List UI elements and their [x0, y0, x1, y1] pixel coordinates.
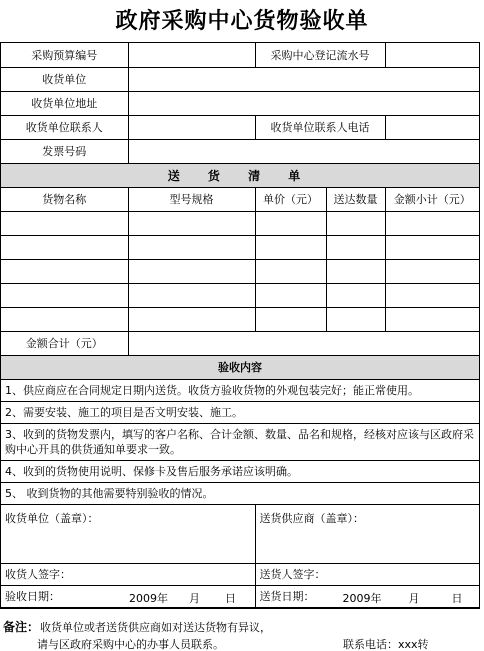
budget-no-field[interactable]	[128, 43, 255, 67]
acceptance-month: 月	[189, 591, 200, 605]
form-title: 政府采购中心货物验收单	[115, 8, 369, 34]
receiver-signature-field[interactable]	[1, 563, 255, 585]
goods-name-cell[interactable]	[1, 283, 128, 307]
goods-name-cell[interactable]	[1, 307, 128, 331]
delivery-day: 日	[451, 591, 463, 605]
receiver-field[interactable]	[128, 67, 479, 91]
model-cell[interactable]	[128, 259, 255, 283]
serial-no-label: 采购中心登记流水号	[255, 43, 385, 67]
supplier-signature-label: 送货人签字：	[259, 568, 326, 581]
acceptance-item-5: 5、 收到货物的其他需要特别验收的情况。	[1, 482, 479, 504]
delivery-section-title: 送 货 清 单	[1, 163, 479, 187]
subtotal-cell[interactable]	[385, 283, 479, 307]
unit-price-cell[interactable]	[255, 235, 326, 259]
header-goods-name: 货物名称	[1, 187, 128, 211]
delivery-date-label: 送货日期：	[259, 590, 315, 603]
header-quantity: 送达数量	[326, 187, 385, 211]
contact-field[interactable]	[128, 115, 255, 139]
acceptance-section-title: 验收内容	[1, 355, 479, 379]
serial-no-field[interactable]	[385, 43, 479, 67]
goods-name-cell[interactable]	[1, 211, 128, 235]
acceptance-item-3: 3、收到的货物发票内，填写的客户名称、合计金额、数量、品名和规格，经核对应该与区政府采购中心开具的供货通知单要求一致。	[1, 423, 479, 460]
unit-price-cell[interactable]	[255, 283, 326, 307]
contact-phone-label: 收货单位联系人电话	[255, 115, 385, 139]
quantity-cell[interactable]	[326, 259, 385, 283]
receiver-seal-field[interactable]	[1, 504, 255, 563]
remarks-line-1: 收货单位或者送货供应商如对送达货物有异议，	[40, 621, 271, 634]
remarks-label: 备注：	[3, 620, 40, 634]
table-row	[1, 235, 479, 259]
quantity-cell[interactable]	[326, 307, 385, 331]
model-cell[interactable]	[128, 211, 255, 235]
acceptance-day: 日	[225, 591, 236, 605]
receiver-signature-label: 收货人签字：	[5, 568, 71, 581]
receiver-label: 收货单位	[1, 67, 128, 91]
acceptance-item-2: 2、需要安装、施工的项目是否文明安装、施工。	[1, 401, 479, 423]
delivery-year: 2009年	[342, 591, 382, 605]
model-cell[interactable]	[128, 235, 255, 259]
receiver-address-field[interactable]	[128, 91, 479, 115]
acceptance-item-4: 4、收到的货物使用说明、保修卡及售后服务承诺应该明确。	[1, 460, 479, 482]
acceptance-date-field[interactable]	[1, 585, 255, 607]
supplier-seal-field[interactable]	[255, 504, 479, 563]
header-unit-price: 单价（元）	[255, 187, 326, 211]
table-row	[1, 259, 479, 283]
budget-no-label: 采购预算编号	[1, 43, 128, 67]
acceptance-form	[0, 42, 480, 609]
subtotal-cell[interactable]	[385, 235, 479, 259]
invoice-field[interactable]	[128, 139, 479, 163]
subtotal-cell[interactable]	[385, 211, 479, 235]
model-cell[interactable]	[128, 307, 255, 331]
table-row	[1, 283, 479, 307]
supplier-signature-field[interactable]	[255, 563, 479, 585]
goods-name-cell[interactable]	[1, 235, 128, 259]
acceptance-year: 2009年	[129, 591, 168, 605]
table-row	[1, 211, 479, 235]
header-model: 型号规格	[128, 187, 255, 211]
quantity-cell[interactable]	[326, 211, 385, 235]
quantity-cell[interactable]	[326, 235, 385, 259]
contact-phone-field[interactable]	[385, 115, 479, 139]
goods-name-cell[interactable]	[1, 259, 128, 283]
model-cell[interactable]	[128, 283, 255, 307]
unit-price-cell[interactable]	[255, 307, 326, 331]
delivery-date-field[interactable]	[255, 585, 479, 607]
subtotal-cell[interactable]	[385, 307, 479, 331]
acceptance-item-1: 1、供应商应在合同规定日期内送货。收货方验收货物的外观包装完好；能正常使用。	[1, 379, 479, 401]
total-field[interactable]	[128, 331, 479, 355]
total-label: 金额合计（元）	[1, 331, 128, 355]
contact-label: 收货单位联系人	[1, 115, 128, 139]
receiver-address-label: 收货单位地址	[1, 91, 128, 115]
invoice-label: 发票号码	[1, 139, 128, 163]
remarks	[0, 616, 484, 651]
receiver-seal-label: 收货单位（盖章）：	[5, 511, 99, 525]
unit-price-cell[interactable]	[255, 259, 326, 283]
quantity-cell[interactable]	[326, 283, 385, 307]
supplier-seal-label: 送货供应商（盖章）：	[259, 511, 364, 525]
table-row	[1, 307, 479, 331]
unit-price-cell[interactable]	[255, 211, 326, 235]
delivery-month: 月	[408, 591, 420, 605]
acceptance-date-label: 验收日期：	[5, 590, 60, 603]
contact-phone-text: 联系电话：xxx转	[343, 638, 429, 651]
form-table	[1, 43, 479, 608]
subtotal-cell[interactable]	[385, 259, 479, 283]
header-subtotal: 金额小计（元）	[385, 187, 479, 211]
remarks-line-2: 请与区政府采购中心的办事人员联系。	[37, 638, 224, 651]
